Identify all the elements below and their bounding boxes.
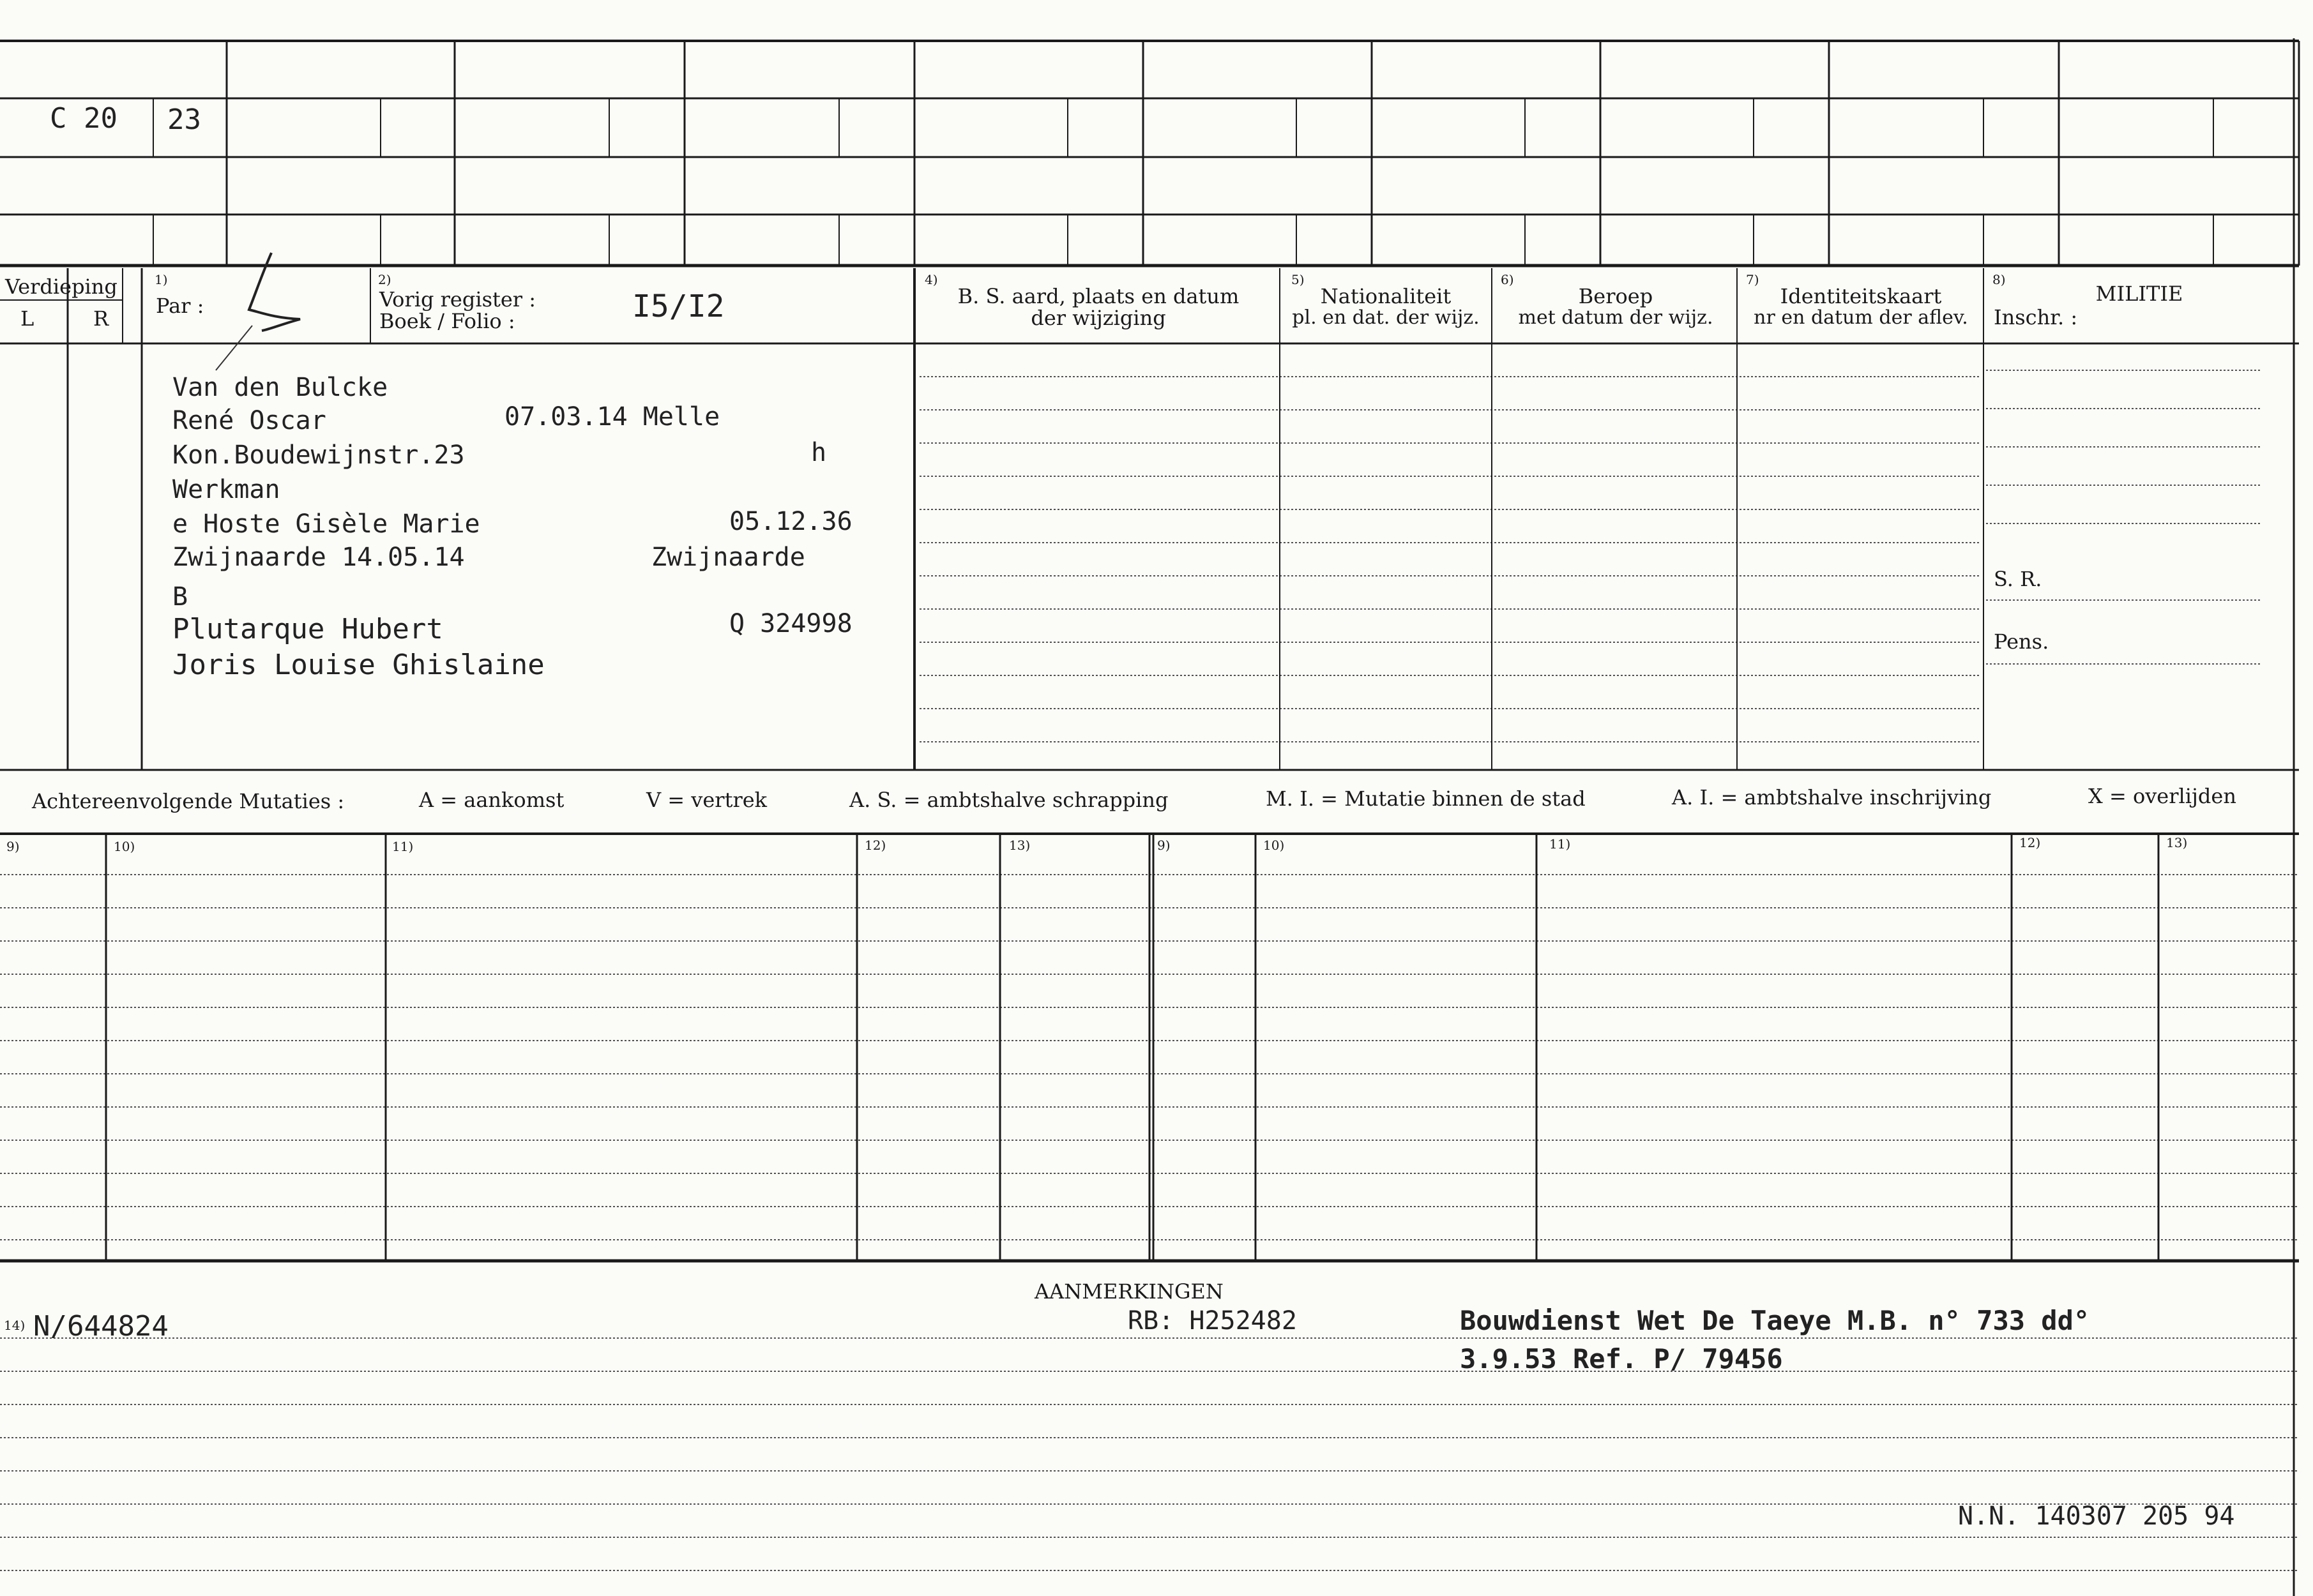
id-header-line2: nr en datum der aflev. xyxy=(1754,306,1968,329)
mut-col-11-b: 11) xyxy=(1549,836,1571,852)
remarks-nn: N.N. 140307 205 94 xyxy=(1958,1502,2235,1531)
verdieping-right-label: R xyxy=(93,306,109,331)
mut-col-13-a: 13) xyxy=(1009,838,1031,853)
record-surname: Van den Bulcke xyxy=(172,373,388,402)
record-spouse: e Hoste Gisèle Marie xyxy=(172,509,480,539)
vorig-register-label: Vorig register : xyxy=(379,287,536,312)
mut-col-9-b: 9) xyxy=(1157,838,1171,853)
nat-header-line1: Nationaliteit xyxy=(1320,284,1452,308)
bs-number: 4) xyxy=(925,272,938,287)
mut-col-13-b: 13) xyxy=(2166,835,2188,850)
par-number: 1) xyxy=(155,272,168,287)
record-nationality: B xyxy=(172,582,188,612)
record-address: Kon.Boudewijnstr.23 xyxy=(172,440,465,470)
record-id-number: Q 324998 xyxy=(729,609,853,638)
record-firstnames: René Oscar xyxy=(172,406,326,435)
legend-vertrek: V = vertrek xyxy=(646,788,768,812)
legend-overlijden: X = overlijden xyxy=(2088,784,2236,808)
remarks-bouwdienst-line1: Bouwdienst Wet De Taeye M.B. n° 733 dd° xyxy=(1460,1305,2090,1336)
register-code-right: 23 xyxy=(167,103,201,136)
record-mother: Joris Louise Ghislaine xyxy=(172,649,545,681)
beroep-header-line1: Beroep xyxy=(1578,284,1653,308)
remarks-number: 14) xyxy=(4,1318,26,1333)
record-profession: Werkman xyxy=(172,475,280,504)
mut-col-12-a: 12) xyxy=(865,838,886,853)
mut-col-9-a: 9) xyxy=(6,839,20,854)
handwritten-mark-icon xyxy=(211,249,307,377)
nat-number: 5) xyxy=(1291,272,1305,287)
beroep-header-line2: met datum der wijz. xyxy=(1518,306,1713,329)
remarks-rb: RB: H252482 xyxy=(1128,1306,1297,1336)
boek-folio-label: Boek / Folio : xyxy=(379,309,515,333)
legend-ambtshalve-schrapping: A. S. = ambtshalve schrapping xyxy=(849,788,1169,812)
record-spouse-place: Zwijnaarde xyxy=(651,543,805,572)
record-father: Plutarque Hubert xyxy=(172,613,443,645)
militie-pens-label: Pens. xyxy=(1994,629,2049,654)
bs-header-line2: der wijziging xyxy=(1031,306,1166,330)
id-header-line1: Identiteitskaart xyxy=(1780,284,1942,308)
record-birth: 07.03.14 Melle xyxy=(504,402,720,432)
verdieping-left-label: L xyxy=(20,306,34,331)
register-code-left: C 20 xyxy=(50,102,118,135)
militie-inschr-label: Inschr. : xyxy=(1994,305,2078,329)
vorig-number: 2) xyxy=(378,272,391,287)
par-label: Par : xyxy=(156,294,204,318)
militie-number: 8) xyxy=(1992,272,2006,287)
record-spouse-birth: Zwijnaarde 14.05.14 xyxy=(172,543,465,572)
record-marriage-date: 05.12.36 xyxy=(729,507,853,536)
verdieping-title: Verdieping xyxy=(5,275,118,299)
record-mark-h: h xyxy=(811,438,827,467)
legend-ambtshalve-inschrijving: A. I. = ambtshalve inschrijving xyxy=(1672,785,1992,809)
mutations-title: Achtereenvolgende Mutaties : xyxy=(32,789,345,813)
mut-col-10-a: 10) xyxy=(114,839,135,854)
nat-header-line2: pl. en dat. der wijz. xyxy=(1292,306,1480,329)
legend-aankomst: A = aankomst xyxy=(419,788,565,812)
militie-title: MILITIE xyxy=(2095,282,2183,306)
vorig-register-value: I5/I2 xyxy=(632,289,725,324)
legend-mutatie-stad: M. I. = Mutatie binnen de stad xyxy=(1266,787,1586,811)
remarks-title: AANMERKINGEN xyxy=(1035,1279,1224,1304)
beroep-number: 6) xyxy=(1501,272,1514,287)
remarks-n-number: N/644824 xyxy=(33,1310,169,1343)
mut-col-10-b: 10) xyxy=(1263,838,1285,853)
militie-sr-label: S. R. xyxy=(1994,567,2042,591)
id-number: 7) xyxy=(1746,272,1759,287)
remarks-bouwdienst-line2: 3.9.53 Ref. P/ 79456 xyxy=(1460,1343,1783,1374)
bs-header-line1: B. S. aard, plaats en datum xyxy=(957,284,1240,308)
mut-col-11-a: 11) xyxy=(392,839,414,854)
mut-col-12-b: 12) xyxy=(2019,835,2041,850)
